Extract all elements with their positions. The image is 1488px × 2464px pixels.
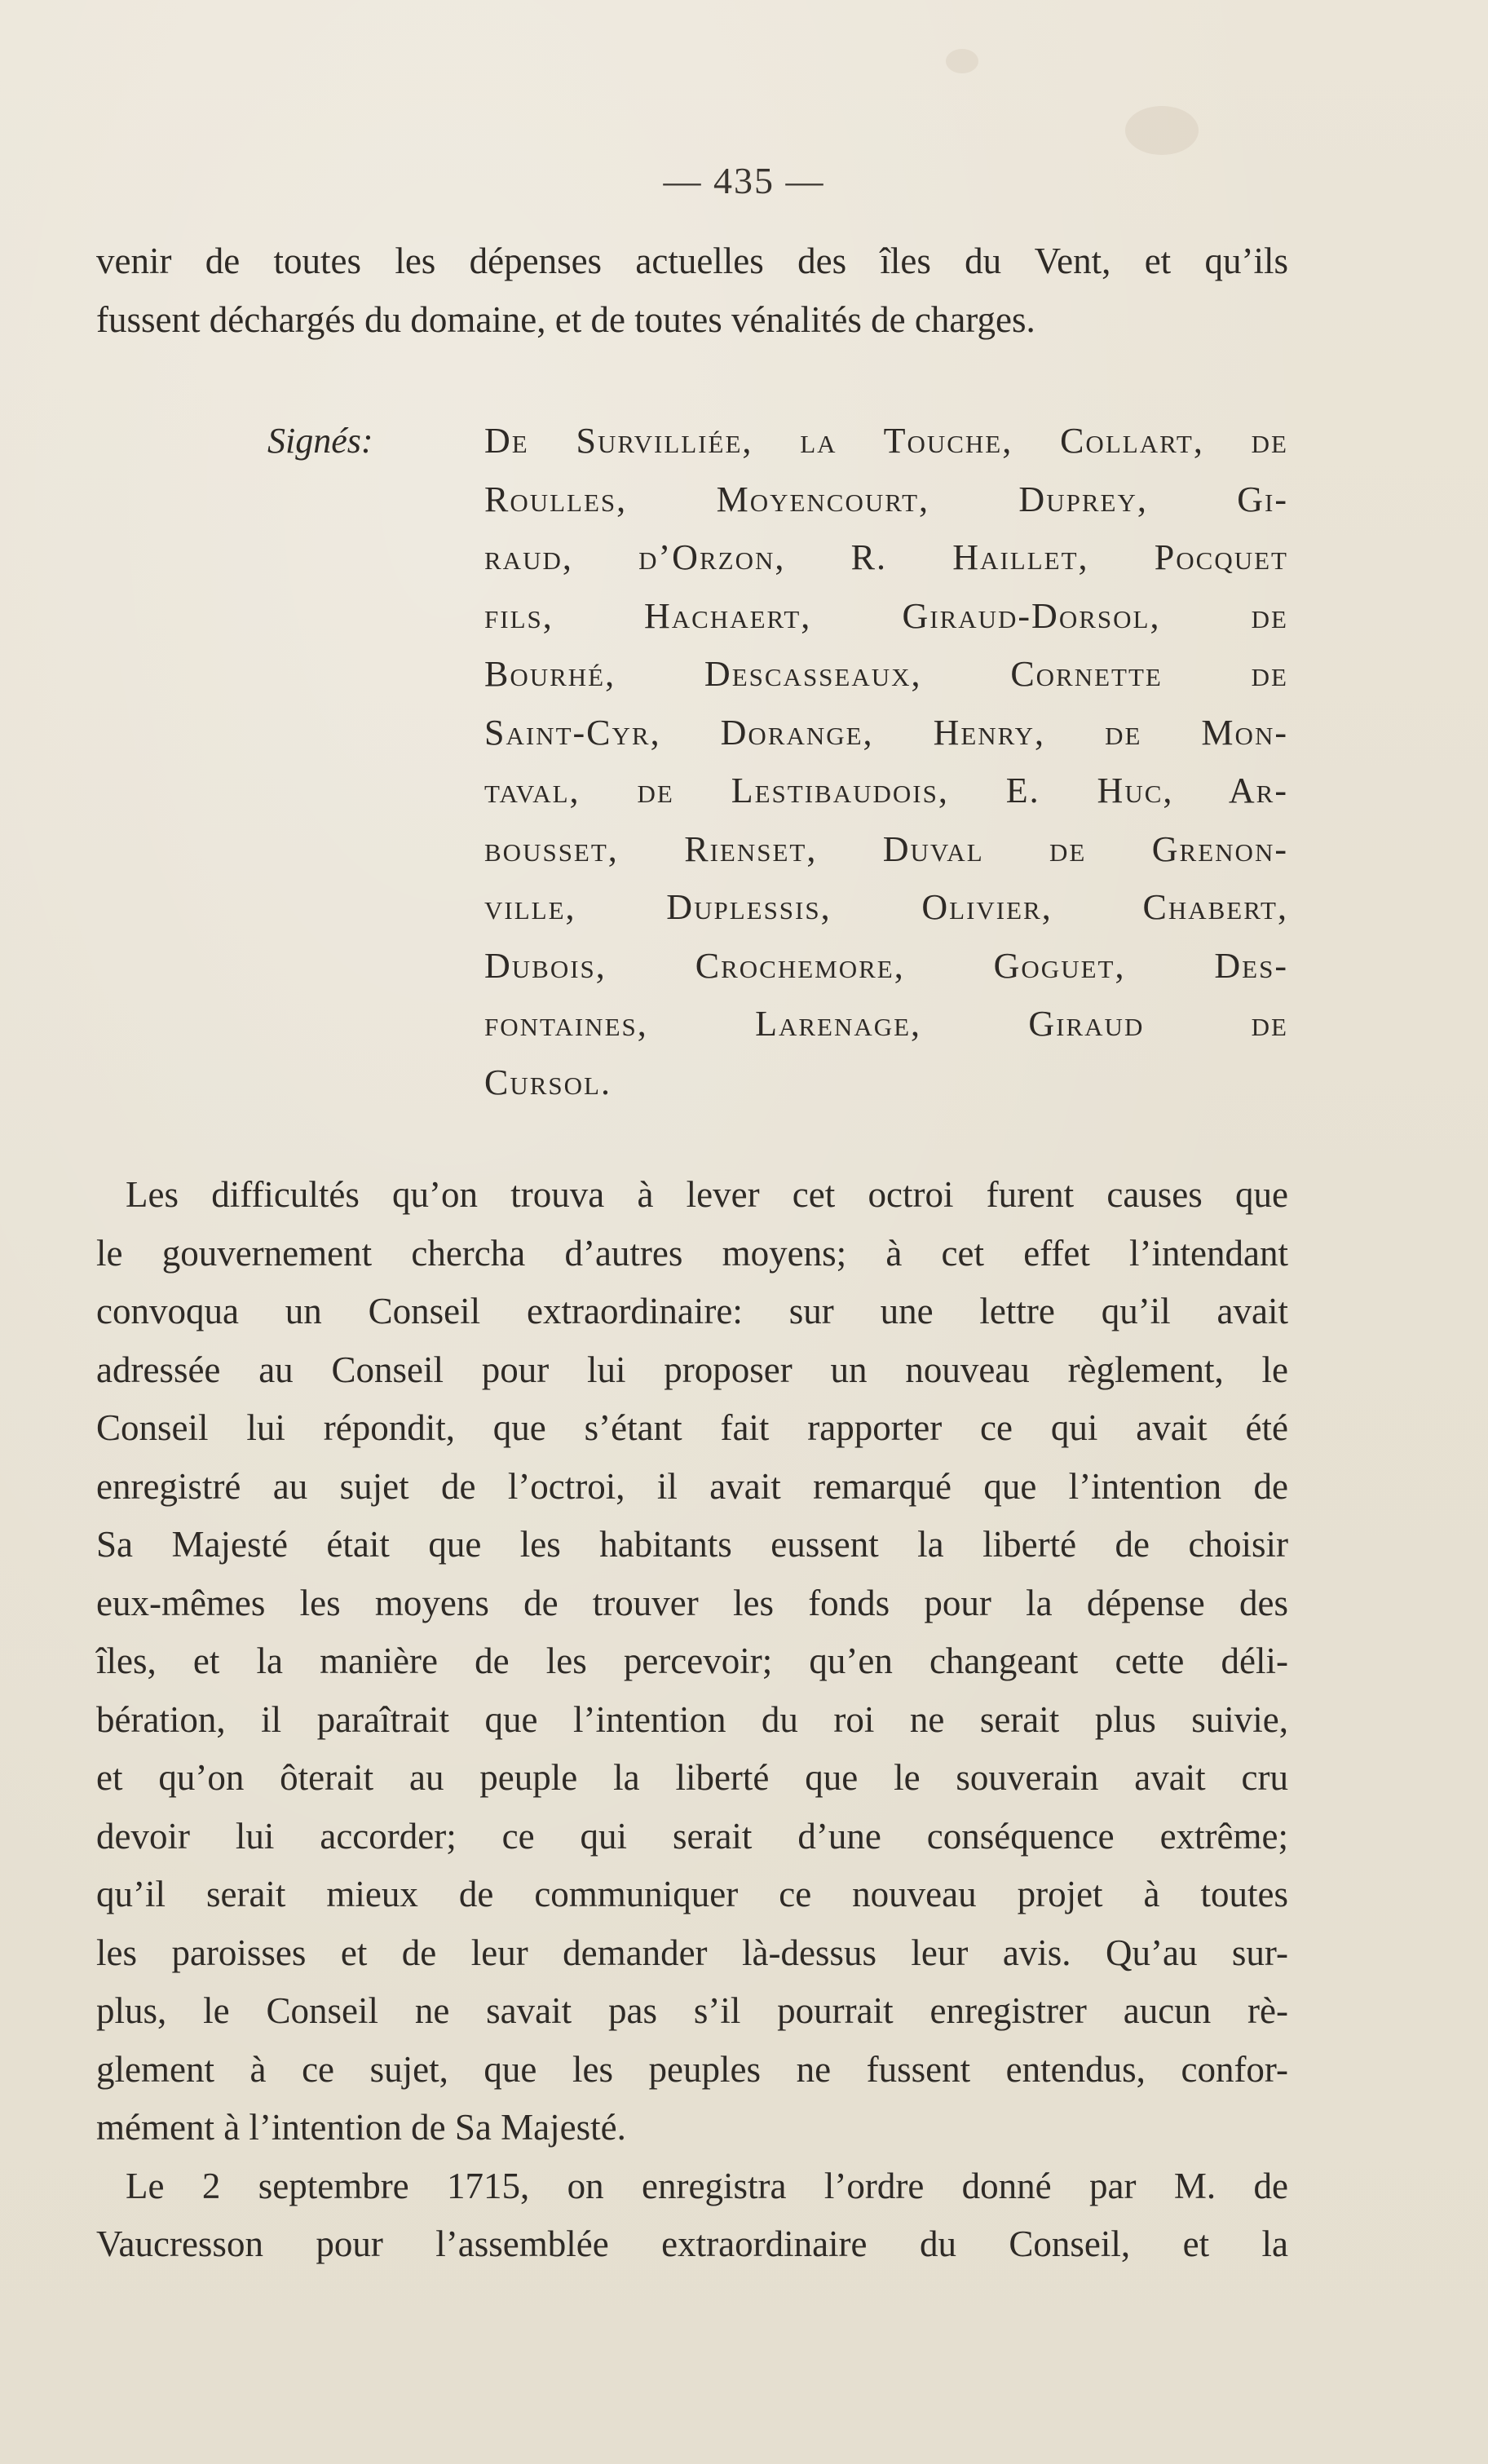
text-line: eux-mêmes les moyens de trouver les fonds pour la dépense des <box>96 1582 1288 1623</box>
text-line: Les difficultés qu’on trouva à lever cet octroi furent causes que <box>126 1174 1288 1215</box>
signature-line: Dubois, Crochemore, Goguet, Des- <box>484 945 1288 986</box>
text-line: convoqua un Conseil extraordinaire: sur une lettre qu’il avait <box>96 1291 1288 1331</box>
text-line: Sa Majesté était que les habitants eussent la liberté de choisir <box>96 1524 1288 1565</box>
text-line: enregistré au sujet de l’octroi, il avait remarqué que l’intention de <box>96 1465 1288 1507</box>
text-line: devoir lui accorder; ce qui serait d’une conséquence extrême; <box>96 1815 1288 1857</box>
paper-stain <box>1125 106 1199 155</box>
signatures-label: Signés: <box>267 421 373 461</box>
text-line: Vaucresson pour l’assemblée extraordinaire du Conseil, et la <box>96 2223 1288 2264</box>
text-line: bération, il paraîtrait que l’intention du roi ne serait plus suivie, <box>96 1698 1288 1740</box>
signature-line: bousset, Rienset, Duval de Grenon- <box>484 828 1288 869</box>
text-line: Le 2 septembre 1715, on enregistra l’ordre donné par M. de <box>126 2165 1288 2206</box>
text-line: Conseil lui répondit, que s’étant fait rapporter ce qui avait été <box>96 1407 1288 1448</box>
text-line: venir de toutes les dépenses actuelles des îles du Vent, et qu’ils <box>96 241 1288 281</box>
text-line: adressée au Conseil pour lui proposer un nouveau règlement, le <box>96 1349 1288 1390</box>
signature-line: taval, de Lestibaudois, E. Huc, Ar- <box>484 771 1288 810</box>
signature-line: Bourhé, Descasseaux, Cornette de <box>484 654 1288 694</box>
signatory-names <box>484 412 1288 1111</box>
text-line: les paroisses et de leur demander là-dessus leur avis. Qu’au sur- <box>96 1932 1288 1973</box>
opening-paragraph <box>96 232 1288 349</box>
text-line: le gouvernement chercha d’autres moyens; à cet effet l’intendant <box>96 1232 1288 1274</box>
page-number: — 435 — <box>663 160 825 201</box>
paragraph-septembre <box>96 2157 1288 2274</box>
text-line: plus, le Conseil ne savait pas s’il pourrait enregistrer aucun rè- <box>96 1990 1288 2031</box>
text-line: et qu’on ôterait au peuple la liberté que le souverain avait cru <box>96 1757 1288 1798</box>
text-line: mément à l’intention de Sa Majesté. <box>96 2107 626 2148</box>
signature-line: fontaines, Larenage, Giraud de <box>484 1004 1288 1044</box>
signature-line: ville, Duplessis, Olivier, Chabert, <box>484 887 1288 927</box>
text-line: glement à ce sujet, que les peuples ne fussent entendus, confor- <box>96 2048 1288 2090</box>
signature-line: raud, d’Orzon, R. Haillet, Pocquet <box>484 537 1288 577</box>
text-line: fussent déchargés du domaine, et de toutes vénalités de charges. <box>96 298 1035 340</box>
main-text <box>96 1166 1288 2274</box>
signature-line: Saint-Cyr, Dorange, Henry, de Mon- <box>484 712 1288 753</box>
text-line: îles, et la manière de les percevoir; qu’en changeant cette déli- <box>96 1640 1288 1681</box>
paragraph-conseil <box>96 1166 1288 2157</box>
signature-line: De Survilliée, la Touche, Collart, de <box>484 421 1288 461</box>
signature-line: fils, Hachaert, Giraud-Dorsol, de <box>484 595 1288 636</box>
signature-line: Roulles, Moyencourt, Duprey, Gi- <box>484 479 1288 519</box>
paper-stain <box>946 49 978 73</box>
text-line: qu’il serait mieux de communiquer ce nouveau projet à toutes <box>96 1874 1288 1914</box>
signature-line: Cursol. <box>484 1062 612 1102</box>
